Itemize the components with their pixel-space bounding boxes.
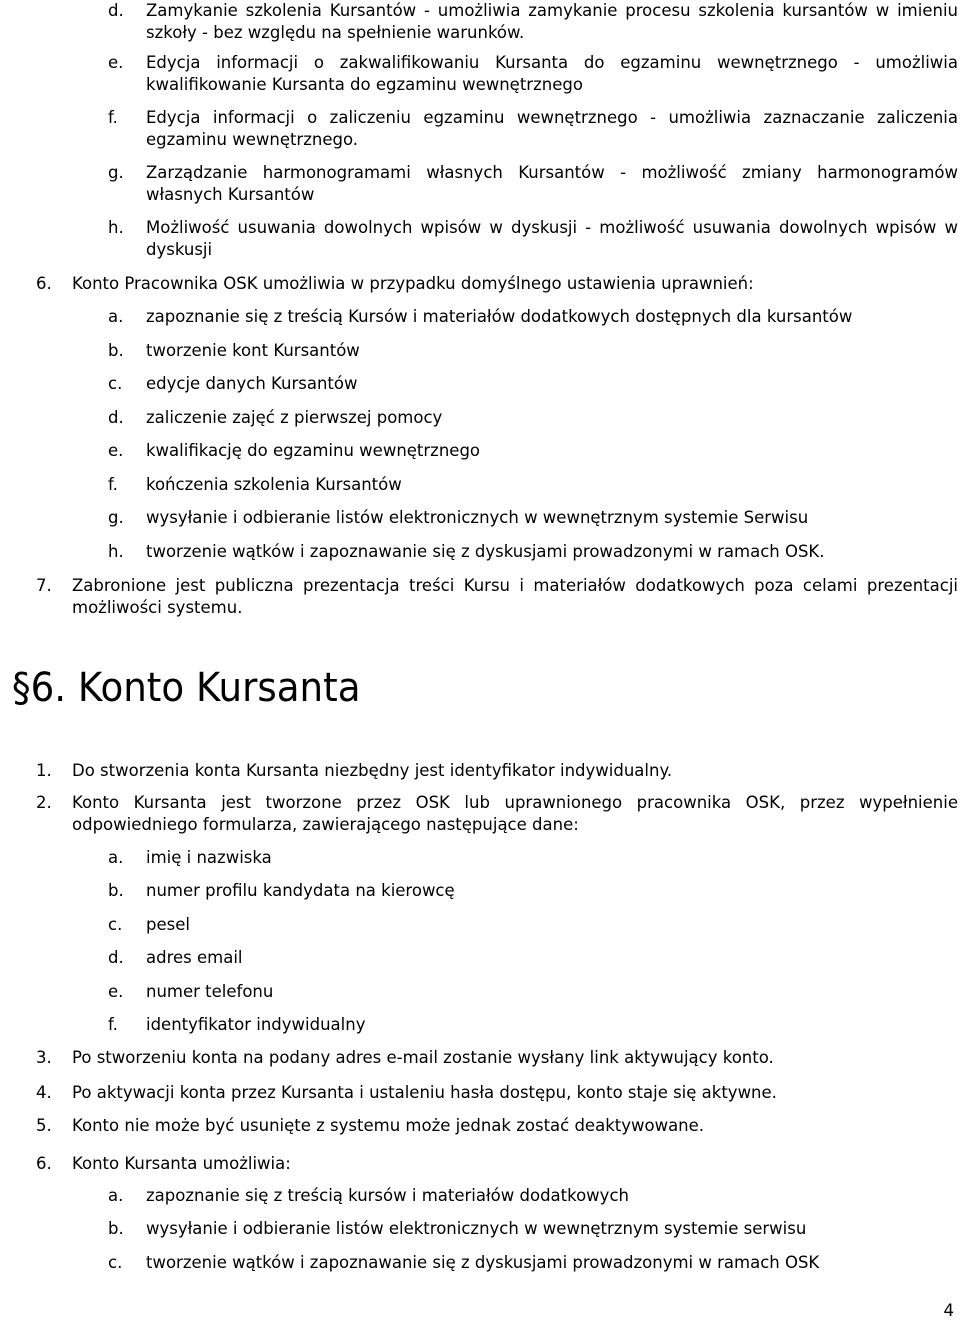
list-item [108,0,958,44]
list-item-text: tworzenie wątków i zapoznawanie się z dyskusjami prowadzonymi w ramach OSK [146,1253,820,1272]
list-item-text: wysyłanie i odbieranie listów elektronicznych w wewnętrznym systemie serwisu [146,1219,807,1238]
list-marker: 5. [36,1116,52,1135]
list-item-text: Zamykanie szkolenia Kursantów - umożliwia zamykanie procesu szkolenia kursantów w imieniu szkoły - bez względu na spełnienie warunków. [146,1,958,42]
list-item [108,541,958,563]
list-item [108,1014,958,1036]
list-item [108,217,958,261]
list-marker: h. [108,542,124,561]
list-item [108,1185,958,1207]
list-marker: d. [108,408,124,427]
list-item [108,1252,958,1274]
list-item-text: Po aktywacji konta przez Kursanta i ustaleniu hasła dostępu, konto staje się aktywne. [72,1083,777,1102]
list-item-text: kończenia szkolenia Kursantów [146,475,402,494]
list-marker: a. [108,1186,124,1205]
list-item [36,575,958,619]
list-marker: d. [108,948,124,967]
list-marker: 1. [36,761,52,780]
list-marker: c. [108,915,123,934]
list-item-text: zaliczenie zajęć z pierwszej pomocy [146,408,443,427]
list-item-text: zapoznanie się z treścią Kursów i materiałów dodatkowych dostępnych dla kursantów [146,307,853,326]
list-item-text: edycje danych Kursantów [146,374,358,393]
list-item-text: wysyłanie i odbieranie listów elektronicznych w wewnętrznym systemie Serwisu [146,508,809,527]
list-item-text: Zarządzanie harmonogramami własnych Kursantów - możliwość zmiany harmonogramów własnych Kursantów [146,163,958,204]
list-marker: 6. [36,1154,52,1173]
list-marker: f. [108,1015,118,1034]
list-item-text: Edycja informacji o zakwalifikowaniu Kursanta do egzaminu wewnętrznego - umożliwia kwalifikowanie Kursanta do egzaminu wewnętrznego [146,53,958,94]
list-item [108,340,958,362]
list-marker: 2. [36,793,52,812]
list-item [36,760,958,782]
list-marker: g. [108,163,124,182]
list-item-text: Konto Kursanta umożliwia: [72,1154,291,1173]
list-item-text: Edycja informacji o zaliczeniu egzaminu wewnętrznego - umożliwia zaznaczanie zaliczenia egzaminu wewnętrznego. [146,108,958,149]
list-item [108,373,958,395]
list-marker: c. [108,1253,123,1272]
list-item [36,1047,958,1069]
list-item [108,107,958,151]
list-item [108,981,958,1003]
list-item [108,306,958,328]
list-marker: e. [108,441,124,460]
list-item-text: Po stworzeniu konta na podany adres e-mail zostanie wysłany link aktywujący konto. [72,1048,774,1067]
list-item [36,1115,958,1137]
list-item-text: tworzenie wątków i zapoznawanie się z dyskusjami prowadzonymi w ramach OSK. [146,542,825,561]
list-marker: 3. [36,1048,52,1067]
list-item [108,440,958,462]
list-item [108,407,958,429]
list-item-text: zapoznanie się z treścią kursów i materiałów dodatkowych [146,1186,629,1205]
list-marker: b. [108,1219,124,1238]
list-item-text: Konto Kursanta jest tworzone przez OSK lub uprawnionego pracownika OSK, przez wypełnienie odpowiedniego formularza, zawierającego następujące dane: [72,793,958,834]
list-item-text: pesel [146,915,190,934]
list-item [108,947,958,969]
list-item-text: Konto Pracownika OSK umożliwia w przypadku domyślnego ustawienia uprawnień: [72,274,754,293]
list-item-text: imię i nazwiska [146,848,272,867]
list-marker: h. [108,218,124,237]
list-marker: a. [108,848,124,867]
list-marker: f. [108,108,118,127]
list-item-text: Zabronione jest publiczna prezentacja treści Kursu i materiałów dodatkowych poza celami prezentacji możliwości systemu. [72,576,958,617]
list-item [108,1218,958,1240]
list-marker: 6. [36,274,52,293]
list-item [108,880,958,902]
list-item [108,847,958,869]
list-item-text: numer telefonu [146,982,274,1001]
list-item-text: kwalifikację do egzaminu wewnętrznego [146,441,481,460]
list-marker: 4. [36,1083,52,1102]
list-item-text: tworzenie kont Kursantów [146,341,360,360]
page-number: 4 [943,1301,954,1320]
list-item-text: numer profilu kandydata na kierowcę [146,881,455,900]
list-item [36,792,958,836]
list-marker: c. [108,374,123,393]
list-item [108,507,958,529]
list-marker: g. [108,508,124,527]
list-item [108,52,958,96]
list-item [36,273,958,295]
list-item-text: Konto nie może być usunięte z systemu może jednak zostać deaktywowane. [72,1116,705,1135]
list-item-text: Do stworzenia konta Kursanta niezbędny jest identyfikator indywidualny. [72,761,673,780]
list-marker: e. [108,53,124,72]
list-marker: 7. [36,576,52,595]
list-item [36,1082,958,1104]
list-marker: b. [108,881,124,900]
list-item [108,474,958,496]
list-item [108,162,958,206]
list-item [108,914,958,936]
list-item-text: adres email [146,948,243,967]
list-item-text: Możliwość usuwania dowolnych wpisów w dyskusji - możliwość usuwania dowolnych wpisów w dyskusji [146,218,958,259]
list-marker: e. [108,982,124,1001]
list-marker: a. [108,307,124,326]
list-item-text: identyfikator indywidualny [146,1015,366,1034]
list-marker: d. [108,1,124,20]
list-marker: f. [108,475,118,494]
section-heading: §6. Konto Kursanta [12,665,361,711]
list-marker: b. [108,341,124,360]
list-item [36,1153,958,1175]
